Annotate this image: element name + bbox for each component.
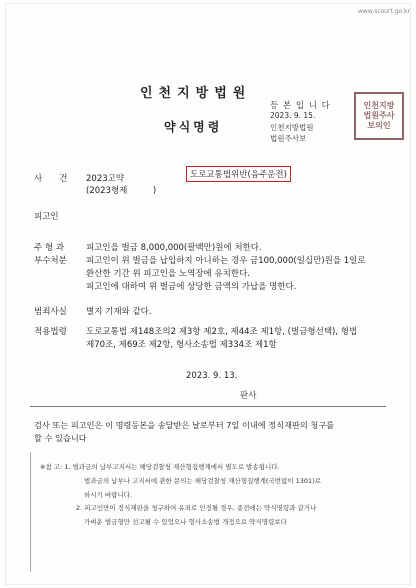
seal-line: 법원주사 — [363, 111, 395, 120]
case-sub-number: (2023형제 ) — [86, 186, 157, 196]
note-line: 2. 피고인만이 정식재판을 청구하여 유죄로 인정될 경우, 종전에는 약식명령과 같거나 — [76, 504, 317, 512]
official-seal — [354, 92, 404, 140]
defendant-label: 피고인 — [34, 212, 59, 222]
sentence-line: 피고인에 대하여 위 벌금에 상당한 금액의 가납을 명한다. — [86, 282, 297, 292]
certificate-court: 인천지방법원 — [270, 123, 314, 132]
court-name: 인천지방법원 — [140, 86, 252, 101]
laws-line: 도로교통법 제148조의2 제3항 제2호, 제44조 제1항, (벌금형선택), 형법 — [86, 327, 358, 337]
note-line: 하시기 바랍니다. — [84, 491, 133, 499]
sentence-label-1: 주 형 과 — [34, 243, 65, 253]
sentence-line: 환산한 기간 위 피고인을 노역장에 유치한다. — [86, 269, 251, 279]
laws-label: 적용법령 — [34, 327, 67, 337]
appeal-notice: 검사 또는 피고인은 이 명령등본을 송달받은 날로부터 7일 이내에 정식재판의 청구를 — [34, 420, 335, 430]
judge-label: 판사 — [240, 391, 257, 401]
facts-text: 별지 기재와 같다. — [86, 307, 152, 317]
document-title: 약식명령 — [164, 120, 223, 134]
appeal-notice: 할 수 있습니다 — [34, 433, 87, 443]
certificate-date: 2023. 9. 15. — [270, 111, 316, 120]
offense-box: 도로교통법위반(음주운전) — [186, 166, 291, 182]
facts-label: 범죄사실 — [34, 307, 67, 317]
seal-line: 인천지방 — [363, 101, 395, 110]
certificate-officer: 법원주사보 — [270, 134, 307, 143]
sentence-line: 피고인을 벌금 8,000,000(팔백만)원에 처한다. — [86, 243, 262, 253]
note-line: 벌과금의 납부나 고지서에 관한 문의는 해당검찰청 재산형집행계(국번없이 1301)로 — [84, 477, 322, 485]
note-line: 가벼운 벌금형만 선고될 수 있었으나 형사소송법 개정으로 약식명령보다 — [84, 518, 287, 526]
sentence-line: 피고인이 위 벌금을 납입하지 아니하는 경우 금100,000(일십만)원을 1일로 — [86, 256, 366, 266]
seal-line: 보의인 — [367, 121, 391, 130]
case-label: 사 건 — [34, 174, 68, 184]
case-number: 2023고약 — [86, 174, 125, 184]
divider — [30, 406, 386, 407]
notes-border — [30, 452, 31, 572]
source-url: www.scourt.go.kr — [358, 8, 410, 15]
certificate-label: 등 본 입 니 다 — [270, 101, 331, 111]
note-line: ※참 고: 1. 벌과금의 납부고지서는 해당검찰청 재산형집행계에서 별도로 발송됩니다. — [40, 463, 280, 471]
laws-line: 제70조, 제69조 제2항, 형사소송법 제334조 제1항 — [86, 340, 277, 350]
sentence-label-2: 부수처분 — [34, 256, 67, 266]
issue-date: 2023. 9. 13. — [186, 371, 238, 381]
